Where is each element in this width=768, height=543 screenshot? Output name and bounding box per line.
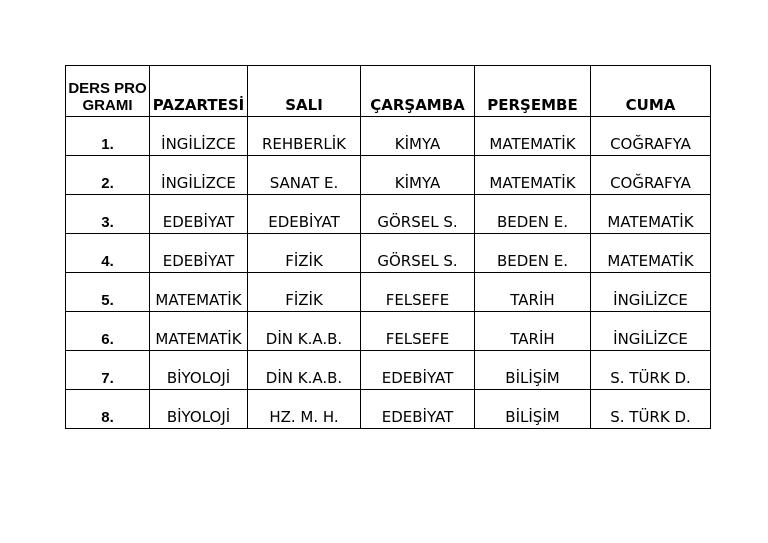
lesson-cell: MATEMATİK (150, 273, 248, 312)
lesson-cell: HZ. M. H. (248, 390, 361, 429)
table-row (66, 156, 711, 195)
lesson-cell: DİN K.A.B. (248, 351, 361, 390)
lesson-cell: BİLİŞİM (475, 390, 591, 429)
lesson-cell: MATEMATİK (591, 234, 711, 273)
day-header-friday: CUMA (591, 66, 711, 117)
lesson-cell: EDEBİYAT (150, 234, 248, 273)
lesson-cell: GÖRSEL S. (361, 195, 475, 234)
table-row (66, 195, 711, 234)
lesson-cell: DİN K.A.B. (248, 312, 361, 351)
lesson-cell: EDEBİYAT (361, 390, 475, 429)
lesson-cell: FELSEFE (361, 312, 475, 351)
table-title: DERS PROGRAMI (66, 66, 150, 117)
lesson-cell: REHBERLİK (248, 117, 361, 156)
day-header-wednesday: ÇARŞAMBA (361, 66, 475, 117)
lesson-cell: FİZİK (248, 273, 361, 312)
lesson-cell: S. TÜRK D. (591, 390, 711, 429)
table-row (66, 117, 711, 156)
lesson-cell: EDEBİYAT (150, 195, 248, 234)
day-header-tuesday: SALI (248, 66, 361, 117)
lesson-cell: TARİH (475, 312, 591, 351)
lesson-cell: S. TÜRK D. (591, 351, 711, 390)
period-number: 3. (66, 195, 150, 234)
table-row (66, 390, 711, 429)
lesson-cell: FELSEFE (361, 273, 475, 312)
lesson-cell: MATEMATİK (475, 117, 591, 156)
lesson-cell: İNGİLİZCE (591, 273, 711, 312)
period-number: 8. (66, 390, 150, 429)
lesson-cell: EDEBİYAT (248, 195, 361, 234)
table-row (66, 351, 711, 390)
lesson-cell: BİYOLOJİ (150, 390, 248, 429)
period-number: 7. (66, 351, 150, 390)
period-number: 1. (66, 117, 150, 156)
schedule-table (65, 65, 711, 429)
header-row (66, 66, 711, 117)
day-header-thursday: PERŞEMBE (475, 66, 591, 117)
period-number: 2. (66, 156, 150, 195)
lesson-cell: MATEMATİK (150, 312, 248, 351)
period-number: 4. (66, 234, 150, 273)
lesson-cell: BEDEN E. (475, 195, 591, 234)
lesson-cell: İNGİLİZCE (150, 156, 248, 195)
lesson-cell: GÖRSEL S. (361, 234, 475, 273)
lesson-cell: BİLİŞİM (475, 351, 591, 390)
lesson-cell: COĞRAFYA (591, 117, 711, 156)
lesson-cell: KİMYA (361, 117, 475, 156)
lesson-cell: FİZİK (248, 234, 361, 273)
lesson-cell: MATEMATİK (591, 195, 711, 234)
table-row (66, 312, 711, 351)
lesson-cell: BEDEN E. (475, 234, 591, 273)
day-header-monday: PAZARTESİ (150, 66, 248, 117)
lesson-cell: EDEBİYAT (361, 351, 475, 390)
table-row (66, 234, 711, 273)
lesson-cell: İNGİLİZCE (591, 312, 711, 351)
lesson-cell: COĞRAFYA (591, 156, 711, 195)
lesson-cell: MATEMATİK (475, 156, 591, 195)
period-number: 5. (66, 273, 150, 312)
table-row (66, 273, 711, 312)
lesson-cell: TARİH (475, 273, 591, 312)
period-number: 6. (66, 312, 150, 351)
lesson-cell: KİMYA (361, 156, 475, 195)
schedule-body (66, 66, 711, 429)
lesson-cell: SANAT E. (248, 156, 361, 195)
lesson-cell: BİYOLOJİ (150, 351, 248, 390)
lesson-cell: İNGİLİZCE (150, 117, 248, 156)
